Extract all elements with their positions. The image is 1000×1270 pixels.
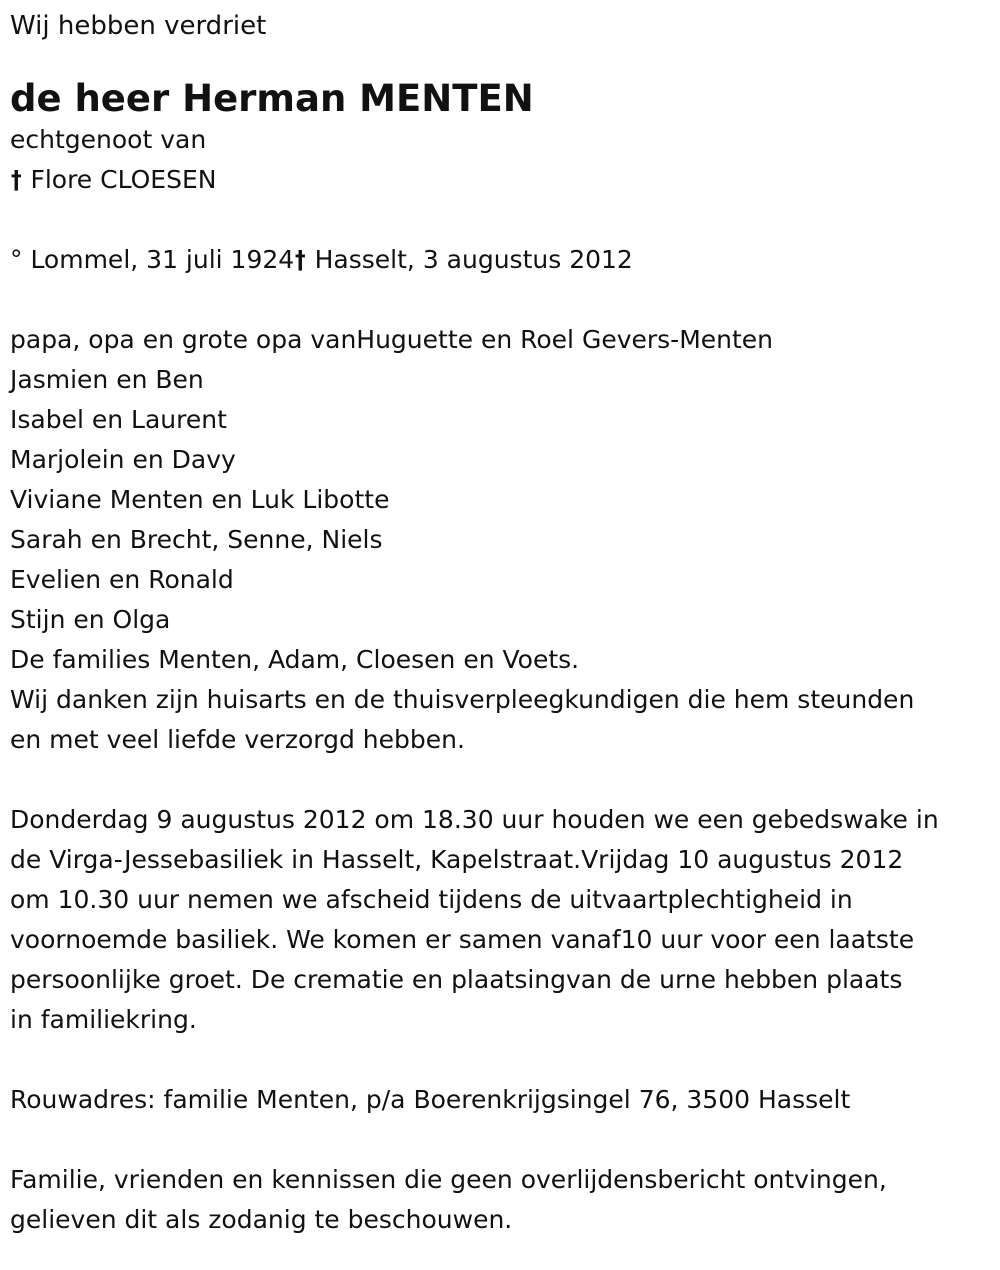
relation-text: echtgenoot van [10,125,207,154]
spacer [10,280,1000,320]
thanks-paragraph [10,680,1000,760]
family-line: De families Menten, Adam, Cloesen en Voets. [10,645,580,674]
ceremony-paragraph [10,800,1000,1040]
ceremony-line: om 10.30 uur nemen we afscheid tijdens de uitvaartplechtigheid in [10,885,853,914]
cross-icon: † [295,245,306,274]
ceremony-line: persoonlijke groet. De crematie en plaatsingvan de urne hebben plaats [10,965,903,994]
spouse-line [10,160,1000,200]
ceremony-line: Donderdag 9 augustus 2012 om 18.30 uur houden we een gebedswake in [10,805,939,834]
spacer [10,200,1000,240]
ceremony-line: de Virga-Jessebasiliek in Hasselt, Kapelstraat.Vrijdag 10 augustus 2012 [10,845,904,874]
birth-info: ° Lommel, 31 juli 1924 [10,245,295,274]
cross-icon: † [10,165,22,194]
closing-line: gelieven dit als zodanig te beschouwen. [10,1205,513,1234]
closing-paragraph [10,1160,1000,1240]
deceased-name: de heer Herman MENTEN [10,77,534,120]
death-info: Hasselt, 3 augustus 2012 [314,245,633,274]
family-line: Isabel en Laurent [10,405,227,434]
closing-line: Familie, vrienden en kennissen die geen overlijdensbericht ontvingen, [10,1165,887,1194]
spouse-name: Flore CLOESEN [30,165,217,194]
family-line: Marjolein en Davy [10,445,236,474]
family-line: Stijn en Olga [10,605,171,634]
intro-text: Wij hebben verdriet [10,11,267,41]
ceremony-line: voornoemde basiliek. We komen er samen vanaf10 uur voor een laatste [10,925,915,954]
family-line: Jasmien en Ben [10,365,204,394]
thanks-line: en met veel liefde verzorgd hebben. [10,725,465,754]
mourning-address: Rouwadres: familie Menten, p/a Boerenkrijgsingel 76, 3500 Hasselt [10,1085,851,1114]
spacer [10,1120,1000,1160]
family-list [10,320,1000,680]
ceremony-line: in familiekring. [10,1005,197,1034]
spacer [10,1040,1000,1080]
spacer [10,760,1000,800]
family-line: Viviane Menten en Luk Libotte [10,485,390,514]
thanks-line: Wij danken zijn huisarts en de thuisverpleegkundigen die hem steunden [10,685,915,714]
family-line: Evelien en Ronald [10,565,234,594]
family-line: papa, opa en grote opa vanHuguette en Roel Gevers-Menten [10,325,774,354]
dates-line [10,240,1000,280]
family-line: Sarah en Brecht, Senne, Niels [10,525,383,554]
